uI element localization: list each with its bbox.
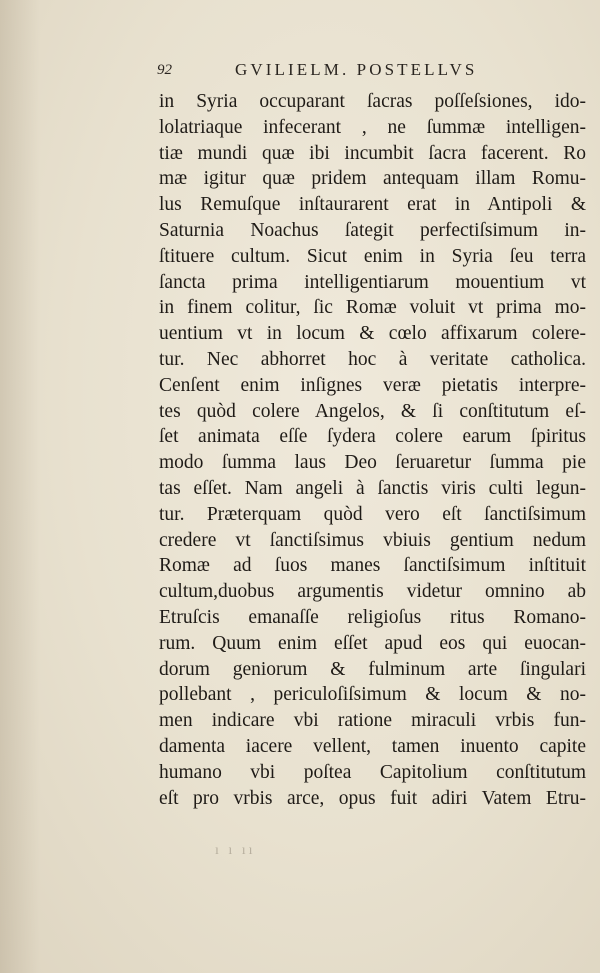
- running-head: GVILIELM. POSTELLVS: [235, 60, 478, 79]
- text-line: rum. Quum enim eſſet apud eos qui euocan-: [159, 632, 586, 654]
- text-line: tur. Nec abhorret hoc à veritate catholica.: [159, 348, 586, 370]
- show-through-mark: ı ı ıı: [215, 843, 256, 858]
- text-line: tas eſſet. Nam angeli à ſanctis viris culti legun-: [159, 477, 586, 499]
- text-line: tur. Præterquam quòd vero eſt ſanctiſsimum: [159, 503, 586, 525]
- text-line: mæ igitur quæ pridem antequam illam Romu-: [159, 168, 586, 190]
- text-line: in Syria occuparant ſacras poſſeſsiones, ido-: [159, 91, 586, 112]
- text-line: pollebant , periculoſiſsimum & locum & no-: [159, 684, 586, 706]
- text-line: men indicare vbi ratione miraculi vrbis fun-: [159, 710, 586, 732]
- text-line: ſancta prima intelligentiarum mouentium vt: [159, 271, 586, 293]
- text-line: ſtituere cultum. Sicut enim in Syria ſeu terra: [159, 245, 586, 267]
- text-line: in finem colitur, ſic Romæ voluit vt prima mo-: [159, 297, 586, 319]
- text-line: humano vbi poſtea Capitolium conſtitutum: [159, 761, 586, 783]
- text-line: tiæ mundi quæ ibi incumbit ſacra facerent. Ro: [159, 142, 586, 164]
- text-line: ſet animata eſſe ſydera colere earum ſpiritus: [159, 426, 586, 448]
- text-line: lus Remuſque inſtaurarent erat in Antipoli &: [159, 194, 586, 216]
- text-line: uentium vt in locum & cœlo affixarum colere-: [159, 323, 586, 345]
- text-line: lolatriaque infecerant , ne ſummæ intelligen-: [159, 116, 586, 138]
- text-line: modo ſumma laus Deo ſeruaretur ſumma pie: [159, 452, 586, 474]
- text-line: Cenſent enim inſignes veræ pietatis interpre-: [159, 374, 586, 396]
- text-line: credere vt ſanctiſsimus vbiuis gentium nedum: [159, 529, 586, 551]
- text-line: damenta iacere vellent, tamen inuento capite: [159, 735, 586, 757]
- text-line: cultum,duobus argumentis videtur omnino ab: [159, 581, 586, 603]
- text-line: dorum geniorum & fulminum arte ſingulari: [159, 658, 586, 680]
- page-header: [157, 58, 597, 88]
- text-line: Etruſcis emanaſſe religioſus ritus Romano-: [159, 606, 586, 628]
- text-line: Romæ ad ſuos manes ſanctiſsimum inſtituit: [159, 555, 586, 577]
- text-line: tes quòd colere Angelos, & ſi conſtitutum eſ-: [159, 400, 586, 422]
- gutter-shadow: [0, 0, 40, 973]
- text-line: eſt pro vrbis arce, opus fuit adiri Vatem Etru-: [159, 787, 586, 809]
- body-text: [159, 89, 586, 811]
- page-number: 92: [157, 62, 172, 78]
- text-line: Saturnia Noachus ſategit perfectiſsimum in-: [159, 219, 586, 241]
